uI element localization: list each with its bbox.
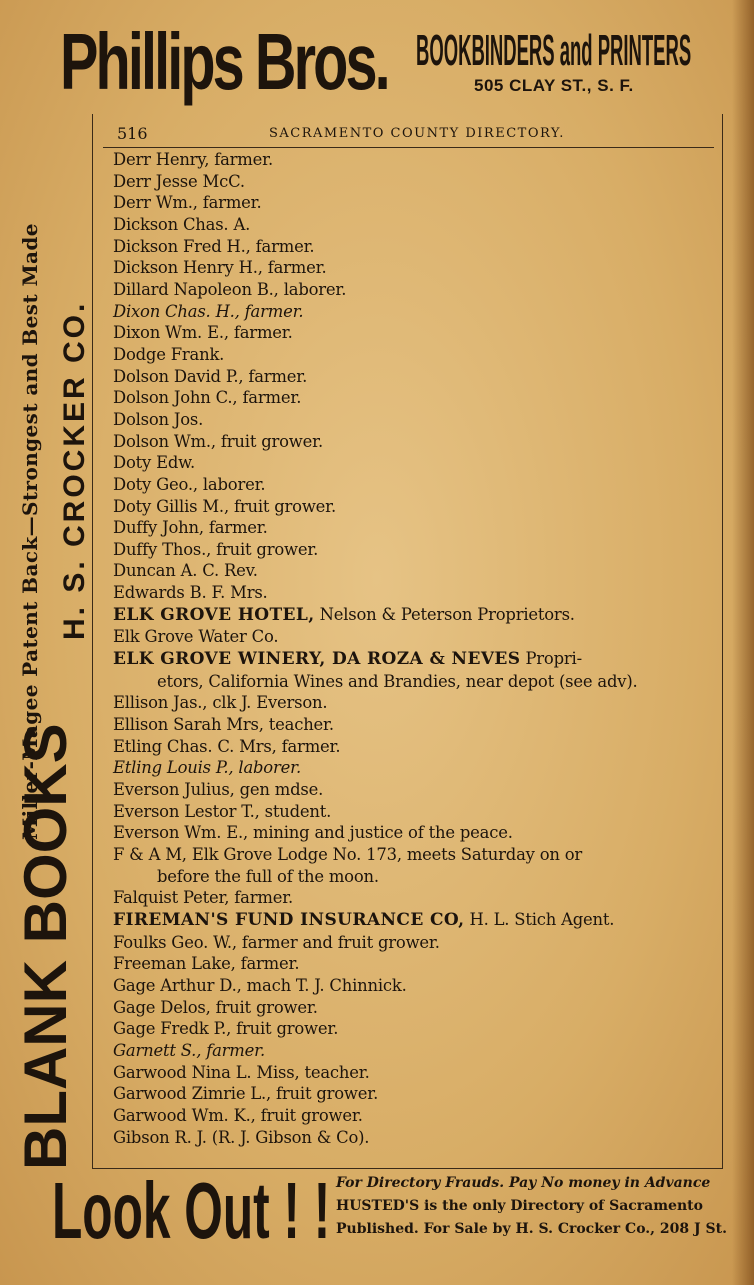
- directory-entry: [113, 171, 713, 193]
- directory-entries: [113, 149, 713, 1148]
- entry-text: Ellison Jas., clk J. Everson.: [113, 693, 328, 713]
- entry-text: Dixon Wm. E., farmer.: [113, 323, 293, 343]
- entry-text: Duffy John, farmer.: [113, 518, 268, 538]
- entry-text: Derr Henry, farmer.: [113, 150, 273, 169]
- advertiser-trade: BOOKBINDERS and PRINTERS: [416, 26, 692, 75]
- entry-text: Everson Julius, gen mdse.: [113, 780, 324, 800]
- entry-text: Falquist Peter, farmer.: [113, 888, 294, 908]
- entry-text: Gage Fredk P., fruit grower.: [113, 1019, 339, 1039]
- bottom-ad-headline: Look Out ! !: [52, 1166, 331, 1255]
- directory-entry: [113, 236, 713, 258]
- directory-entry: [113, 496, 713, 518]
- entry-text: Doty Edw.: [113, 453, 196, 473]
- entry-text: Garnett S., farmer.: [113, 1040, 265, 1060]
- entry-text: Duncan A. C. Rev.: [113, 561, 258, 581]
- directory-entry: [113, 692, 713, 714]
- entry-text: Derr Wm., farmer.: [113, 193, 262, 213]
- entry-text: Etling Louis P., laborer.: [113, 758, 301, 778]
- bottom-ad-line-1: For Directory Frauds. Pay No money in Advance: [336, 1175, 711, 1191]
- entry-text: Derr Jesse McC.: [113, 171, 245, 191]
- directory-entry: [113, 301, 713, 323]
- directory-entry: [113, 866, 713, 888]
- directory-entry: [113, 648, 713, 671]
- entry-text: Propri-: [520, 649, 582, 669]
- page-edge-shadow: [732, 0, 754, 1285]
- entry-text: Dolson Jos.: [113, 409, 204, 429]
- directory-entry: [113, 822, 713, 844]
- entry-text: Freeman Lake, farmer.: [113, 954, 300, 974]
- directory-entry: [113, 736, 713, 758]
- directory-entry: [113, 1083, 713, 1105]
- entry-text: Edwards B. F. Mrs.: [113, 583, 268, 603]
- entry-text: Dolson David P., farmer.: [113, 366, 308, 386]
- bottom-ad-line-3: Published. For Sale by H. S. Crocker Co., 208 J St.: [336, 1221, 727, 1237]
- directory-entry: [113, 1040, 713, 1062]
- entry-text: Everson Lestor T., student.: [113, 801, 332, 821]
- entry-text: Doty Geo., laborer.: [113, 474, 266, 494]
- directory-entry: [113, 149, 713, 171]
- directory-page-frame: [92, 114, 723, 1169]
- directory-entry: [113, 757, 713, 779]
- directory-entry: [113, 909, 713, 932]
- bottom-ad-line-2: HUSTED'S is the only Directory of Sacramento: [336, 1198, 703, 1214]
- entry-text: H. L. Stich Agent.: [464, 909, 615, 929]
- page-number: 516: [117, 124, 148, 143]
- side-ad-company: H. S. CROCKER CO.: [58, 300, 91, 640]
- entry-text: Dickson Fred H., farmer.: [113, 236, 315, 256]
- entry-business-name: FIREMAN'S FUND INSURANCE CO,: [113, 909, 465, 930]
- entry-text: Dixon Chas. H., farmer.: [113, 301, 304, 321]
- directory-entry: [113, 932, 713, 954]
- directory-entry: [113, 366, 713, 388]
- directory-entry: [113, 1062, 713, 1084]
- directory-entry: [113, 626, 713, 648]
- entry-text: Dolson John C., farmer.: [113, 388, 302, 408]
- directory-entry: [113, 997, 713, 1019]
- directory-entry: [113, 452, 713, 474]
- entry-text: Doty Gillis M., fruit grower.: [113, 496, 337, 516]
- entry-text: Dillard Napoleon B., laborer.: [113, 279, 347, 299]
- bottom-advertisement: [48, 1166, 728, 1272]
- entry-text: Gage Delos, fruit grower.: [113, 997, 318, 1017]
- bottom-ad-text: [336, 1172, 727, 1241]
- directory-entry: [113, 539, 713, 561]
- advertiser-name: Phillips Bros.: [60, 17, 388, 106]
- directory-entry: [113, 714, 713, 736]
- entry-text: Etling Chas. C. Mrs, farmer.: [113, 736, 341, 756]
- directory-entry: [113, 192, 713, 214]
- entry-text: F & A M, Elk Grove Lodge No. 173, meets Saturday on or: [113, 845, 583, 864]
- entry-text: Garwood Wm. K., fruit grower.: [113, 1105, 363, 1125]
- directory-entry: [113, 409, 713, 431]
- entry-text: before the full of the moon.: [157, 866, 379, 886]
- directory-entry: [113, 344, 713, 366]
- entry-business-name: ELK GROVE WINERY, DA ROZA & NEVES: [113, 649, 521, 670]
- directory-entry: [113, 279, 713, 301]
- directory-entry: [113, 560, 713, 582]
- directory-entry: [113, 844, 713, 866]
- directory-entry: [113, 604, 713, 627]
- page-heading: SACRAMENTO COUNTY DIRECTORY.: [269, 126, 565, 141]
- directory-entry: [113, 801, 713, 823]
- entry-text: Foulks Geo. W., farmer and fruit grower.: [113, 932, 440, 952]
- directory-entry: [113, 1018, 713, 1040]
- directory-entry: [113, 582, 713, 604]
- header-rule: [103, 147, 714, 148]
- directory-entry: [113, 257, 713, 279]
- entry-text: Dodge Frank.: [113, 344, 225, 364]
- directory-entry: [113, 779, 713, 801]
- entry-text: Dickson Henry H., farmer.: [113, 258, 327, 278]
- directory-entry: [113, 214, 713, 236]
- directory-entry: [113, 517, 713, 539]
- side-ad-product: BLANK BOOKS: [12, 723, 79, 1170]
- directory-entry: [113, 474, 713, 496]
- entry-text: Nelson & Peterson Proprietors.: [314, 604, 575, 624]
- entry-text: Gage Arthur D., mach T. J. Chinnick.: [113, 975, 407, 995]
- entry-text: Garwood Zimrie L., fruit grower.: [113, 1084, 379, 1104]
- directory-entry: [113, 887, 713, 909]
- entry-text: Gibson R. J. (R. J. Gibson & Co).: [113, 1127, 370, 1147]
- directory-entry: [113, 387, 713, 409]
- entry-text: Ellison Sarah Mrs, teacher.: [113, 715, 334, 735]
- entry-text: Everson Wm. E., mining and justice of the peace.: [113, 823, 513, 843]
- directory-entry: [113, 1105, 713, 1127]
- entry-text: Garwood Nina L. Miss, teacher.: [113, 1062, 370, 1082]
- directory-entry: [113, 322, 713, 344]
- entry-text: Dolson Wm., fruit grower.: [113, 431, 323, 451]
- directory-entry: [113, 431, 713, 453]
- directory-entry: [113, 671, 713, 693]
- top-advertisement: [60, 14, 730, 114]
- advertiser-address: 505 CLAY ST., S. F.: [474, 76, 634, 95]
- entry-business-name: ELK GROVE HOTEL,: [113, 604, 315, 625]
- entry-text: Dickson Chas. A.: [113, 214, 251, 234]
- directory-entry: [113, 1127, 713, 1149]
- entry-text: etors, California Wines and Brandies, near depot (see adv).: [157, 671, 638, 691]
- directory-entry: [113, 953, 713, 975]
- entry-text: Elk Grove Water Co.: [113, 627, 279, 647]
- directory-entry: [113, 975, 713, 997]
- entry-text: Duffy Thos., fruit grower.: [113, 539, 319, 559]
- side-ad-tagline: Miller-Magee Patent Back—Strongest and Best Made: [18, 223, 42, 840]
